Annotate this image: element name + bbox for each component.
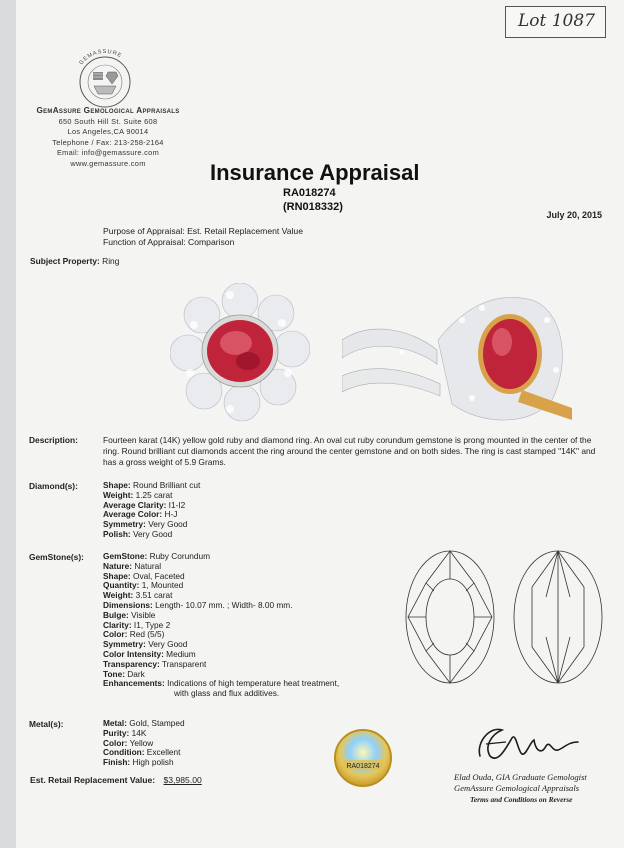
reference-numbers: [283, 186, 343, 214]
spec-value: Gold, Stamped: [129, 718, 185, 728]
spec-value: Red (5/5): [129, 629, 165, 640]
spec-value: Very Good: [148, 639, 188, 650]
purpose-line: Purpose of Appraisal: Est. Retail Replacement Value: [103, 226, 303, 236]
spec-value: 3.51 carat: [135, 590, 173, 601]
spec-key: Weight:: [103, 590, 134, 601]
spec-value: Natural: [134, 560, 162, 571]
retail-value-label: Est. Retail Replacement Value:: [30, 775, 156, 785]
retail-value-amount: $3,985.00: [163, 775, 202, 785]
spec-key: Condition:: [103, 747, 145, 758]
spec-key: Metal:: [103, 718, 127, 728]
seal-text: GEMASSURE: [78, 48, 123, 67]
spec-value: Transparent: [161, 658, 207, 669]
company-letterhead: [28, 106, 188, 170]
spec-value: High polish: [132, 757, 174, 768]
spec-key: Dimensions:: [103, 599, 153, 610]
subject-property: [30, 256, 119, 266]
description-text: Fourteen karat (14K) yellow gold ruby and diamond ring. An oval cut ruby corundum gemstone is prong mounted in the center of the ring. Round brilliant cut diamonds accent the ring around the center gemstone and on both sides. The ring is cast stamped "14K" and has a gross weight of 5.9 Grams.: [103, 435, 596, 467]
appraisal-date: July 20, 2015: [546, 210, 602, 220]
spec-value: Excellent: [146, 747, 181, 758]
spec-key: Average Clarity:: [103, 499, 167, 510]
document-title: Insurance Appraisal: [210, 160, 420, 185]
spec-value: Very Good: [148, 519, 188, 530]
company-email: Email: info@gemassure.com: [56, 148, 160, 158]
spec-key: Bulge:: [103, 609, 129, 620]
spec-value: Length- 10.07 mm. ; Width- 8.00 mm.: [155, 599, 293, 610]
signer-name: Elad Ouda, GIA Graduate Gemologist: [454, 772, 587, 782]
lot-tag: Lot 1087: [505, 6, 606, 38]
spec-key: Symmetry:: [103, 639, 146, 650]
spec-key: Purity:: [103, 727, 130, 738]
spec-key: Transparency:: [103, 658, 160, 669]
diamonds-label: Diamond(s):: [29, 481, 78, 491]
subject-value: Ring: [102, 256, 120, 266]
spec-key: Color:: [103, 629, 128, 640]
spec-value: 1.25 carat: [135, 489, 173, 500]
gemstones-spec-list: [103, 552, 339, 699]
function-line: Function of Appraisal: Comparison: [103, 237, 235, 247]
hologram-sticker: [333, 728, 393, 788]
spec-value: Visible: [131, 609, 156, 620]
metals-spec-list: [103, 719, 185, 768]
spec-key: Color Intensity:: [103, 648, 164, 659]
spec-value: Dark: [127, 668, 145, 679]
company-phone: Telephone / Fax: 213-258-2164: [52, 137, 164, 147]
spec-key: Shape:: [103, 570, 131, 581]
spec-key: Polish:: [103, 528, 131, 539]
spec-key: Enhancements:: [103, 678, 165, 689]
spec-row-cont: with glass and flux additives.: [174, 688, 280, 699]
reference-number-alt: (RN018332): [283, 201, 343, 213]
gemassure-seal-logo: [66, 48, 144, 108]
description-label: Description:: [29, 435, 78, 445]
signer-block: [454, 772, 587, 805]
company-address-line2: Los Angeles,CA 90014: [67, 127, 149, 137]
gem-crown-diagram: [404, 547, 496, 687]
spec-key: Average Color:: [103, 509, 163, 520]
purpose-block: [103, 226, 303, 248]
spec-key: Color:: [103, 737, 128, 748]
reference-number: RA018274: [283, 187, 336, 199]
ring-photo-top: [170, 283, 310, 423]
ring-photo-side: [342, 280, 572, 426]
spec-value: I1, Type 2: [133, 619, 171, 630]
gem-pavilion-diagram: [512, 547, 604, 687]
spec-value: 1, Mounted: [141, 580, 184, 591]
terms-note: Terms and Conditions on Reverse: [470, 795, 573, 804]
spec-value: 14K: [131, 727, 147, 738]
spec-value: Indications of high temperature heat treatment,: [167, 678, 340, 689]
gemstones-label: GemStone(s):: [29, 552, 84, 562]
spec-key: Tone:: [103, 668, 125, 679]
spec-key: GemStone:: [103, 551, 148, 561]
spec-key: Symmetry:: [103, 519, 146, 530]
spec-key: Shape:: [103, 480, 131, 490]
metals-label: Metal(s):: [29, 719, 64, 729]
sticker-number: RA018274: [346, 763, 380, 770]
spec-value: H-J: [164, 509, 178, 520]
spec-key: Weight:: [103, 489, 134, 500]
subject-label: Subject Property:: [30, 256, 100, 266]
spec-value: Yellow: [129, 737, 154, 748]
spec-value: Oval, Faceted: [132, 570, 185, 581]
appraiser-signature: [472, 712, 582, 768]
spec-key: Clarity:: [103, 619, 132, 630]
company-address-line1: 650 South Hill St. Suite 608: [58, 116, 158, 126]
spec-row: [103, 530, 200, 540]
spec-value: Round Brilliant cut: [132, 480, 201, 490]
spec-key: Quantity:: [103, 580, 140, 591]
spec-value: Ruby Corundum: [149, 551, 210, 561]
company-name: GemAssure Gemological Appraisals: [36, 106, 180, 115]
spec-row: [103, 758, 185, 768]
signer-company: GemAssure Gemological Appraisals: [454, 783, 580, 793]
spec-value: Very Good: [132, 528, 173, 539]
spec-value: Medium: [166, 648, 196, 659]
retail-value-line: [30, 775, 202, 785]
spec-key: Finish:: [103, 757, 131, 768]
spec-value: I1-I2: [168, 499, 186, 510]
spec-key: Nature:: [103, 560, 133, 571]
company-web: www.gemassure.com: [70, 158, 146, 168]
diamonds-spec-list: [103, 481, 200, 540]
